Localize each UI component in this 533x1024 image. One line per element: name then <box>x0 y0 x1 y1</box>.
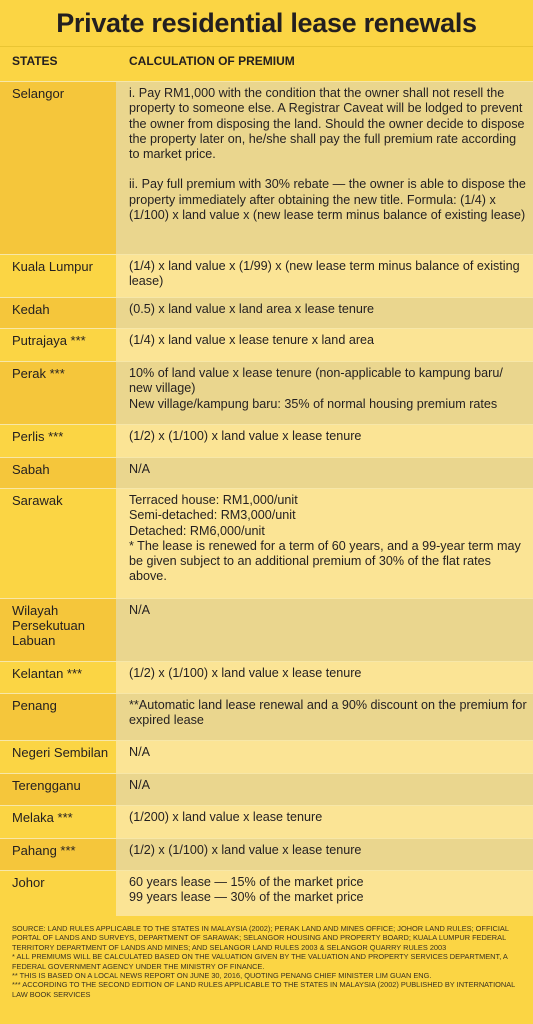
state-name: Melaka *** <box>0 806 116 838</box>
table-row-pahang <box>0 838 533 870</box>
calculation-text: **Automatic land lease renewal and a 90% discount on the premium for expired lease <box>116 694 533 740</box>
table-row-kuala-lumpur <box>0 254 533 297</box>
state-name: Perlis *** <box>0 425 116 457</box>
calculation-line-2: 99 years lease — 30% of the market price <box>129 890 364 905</box>
state-name: Putrajaya *** <box>0 329 116 361</box>
footer-notes <box>0 916 533 999</box>
calculation-line-2: New village/kampung baru: 35% of normal housing premium rates <box>129 396 498 411</box>
state-name: Negeri Sembilan <box>0 741 116 773</box>
calculation-note: * The lease is renewed for a term of 60 years, and a 99-year term may be given subject to an additional premium of 30% of the flat rates above. <box>129 538 521 584</box>
calculation-text: (1/2) x (1/100) x land value x lease tenure <box>116 662 533 693</box>
table-row-johor <box>0 870 533 916</box>
table-row-selangor <box>0 81 533 254</box>
calculation-rates: Terraced house: RM1,000/unit Semi-detached: RM3,000/unit Detached: RM6,000/unit <box>129 493 298 538</box>
calculation-option-2: ii. Pay full premium with 30% rebate — the owner is able to dispose the property immediately after obtaining the new title. Formula: (1/4) x (1/100) x land value x (new lease term minus balance of existing lease) <box>129 177 526 223</box>
table-row-terengganu <box>0 773 533 805</box>
table-row-labuan <box>0 598 533 661</box>
footnote-3: *** ACCORDING TO THE SECOND EDITION OF LAND RULES APPLICABLE TO THE STATES IN MALAYSIA (2002) PUBLISHED BY INTERNATIONAL LAW BOOK SERVICES <box>12 980 515 999</box>
calculation-line-1: 10% of land value x lease tenure (non-applicable to kampung baru/ new village) <box>129 366 503 396</box>
calculation-text <box>116 362 533 424</box>
calculation-line-1: 60 years lease — 15% of the market price <box>129 875 364 889</box>
state-name: Sabah <box>0 458 116 488</box>
source-note: SOURCE: LAND RULES APPLICABLE TO THE STATES IN MALAYSIA (2002); PERAK LAND AND MINES OFFICE; JOHOR LAND RULES; OFFICIAL PORTAL OF LANDS AND SURVEYS, DEPARTMENT OF SARAWAK; SELANGOR HOUSING AND PROPERTY BOARD; KUALA LUMPUR FEDERAL TERRITORY DEPARTMENT OF LANDS AND MINES; AND SELANGOR LAND RULES 2003 & SELANGOR QUARRY RULES 2003 <box>12 924 509 952</box>
header-calculation: CALCULATION OF PREMIUM <box>116 47 533 81</box>
calculation-text: (1/4) x land value x lease tenure x land area <box>116 329 533 361</box>
calculation-text <box>116 489 533 598</box>
table-row-perak <box>0 361 533 424</box>
footnote-2: ** THIS IS BASED ON A LOCAL NEWS REPORT ON JUNE 30, 2016, QUOTING PENANG CHIEF MINISTER LIM GUAN ENG. <box>12 971 432 981</box>
state-name: Kuala Lumpur <box>0 255 116 297</box>
state-name: Selangor <box>0 82 116 254</box>
state-name: Terengganu <box>0 774 116 805</box>
table-row-negeri-sembilan <box>0 740 533 773</box>
table-row-penang <box>0 693 533 740</box>
table-row-melaka <box>0 805 533 838</box>
header-states: STATES <box>0 47 116 81</box>
calculation-text: N/A <box>116 458 533 488</box>
calculation-text: (0.5) x land value x land area x lease tenure <box>116 298 533 328</box>
calculation-text: N/A <box>116 599 533 661</box>
calculation-text: (1/2) x (1/100) x land value x lease tenure <box>116 425 533 457</box>
state-name: Wilayah Persekutuan Labuan <box>0 599 116 661</box>
calculation-text <box>116 871 533 916</box>
table-row-kelantan <box>0 661 533 693</box>
state-name: Johor <box>0 871 116 916</box>
state-name: Kedah <box>0 298 116 328</box>
calculation-option-1: i. Pay RM1,000 with the condition that the owner shall not resell the property to someone else. A Registrar Caveat will be lodged to prevent the owner from disposing the land. Should the owner decide to dispose the property later on, he/she shall pay the full premium rate according to market price. <box>129 86 525 162</box>
state-name: Kelantan *** <box>0 662 116 693</box>
calculation-text: (1/200) x land value x lease tenure <box>116 806 533 838</box>
footnote-1: * ALL PREMIUMS WILL BE CALCULATED BASED ON THE VALUATION GIVEN BY THE VALUATION AND PROPERTY SERVICES DEPARTMENT, A FEDERAL GOVERNMENT AGENCY UNDER THE MINISTRY OF FINANCE. <box>12 952 508 971</box>
table-row-sarawak <box>0 488 533 598</box>
premium-table <box>0 47 533 916</box>
page-title: Private residential lease renewals <box>0 0 533 47</box>
table-row-putrajaya <box>0 328 533 361</box>
calculation-text <box>116 82 533 254</box>
calculation-text: N/A <box>116 741 533 773</box>
table-header-row <box>0 47 533 81</box>
state-name: Perak *** <box>0 362 116 424</box>
calculation-text: (1/4) x land value x (1/99) x (new lease term minus balance of existing lease) <box>116 255 533 297</box>
state-name: Penang <box>0 694 116 740</box>
table-row-perlis <box>0 424 533 457</box>
state-name: Sarawak <box>0 489 116 598</box>
table-row-sabah <box>0 457 533 488</box>
state-name: Pahang *** <box>0 839 116 870</box>
table-row-kedah <box>0 297 533 328</box>
calculation-text: (1/2) x (1/100) x land value x lease tenure <box>116 839 533 870</box>
calculation-text: N/A <box>116 774 533 805</box>
